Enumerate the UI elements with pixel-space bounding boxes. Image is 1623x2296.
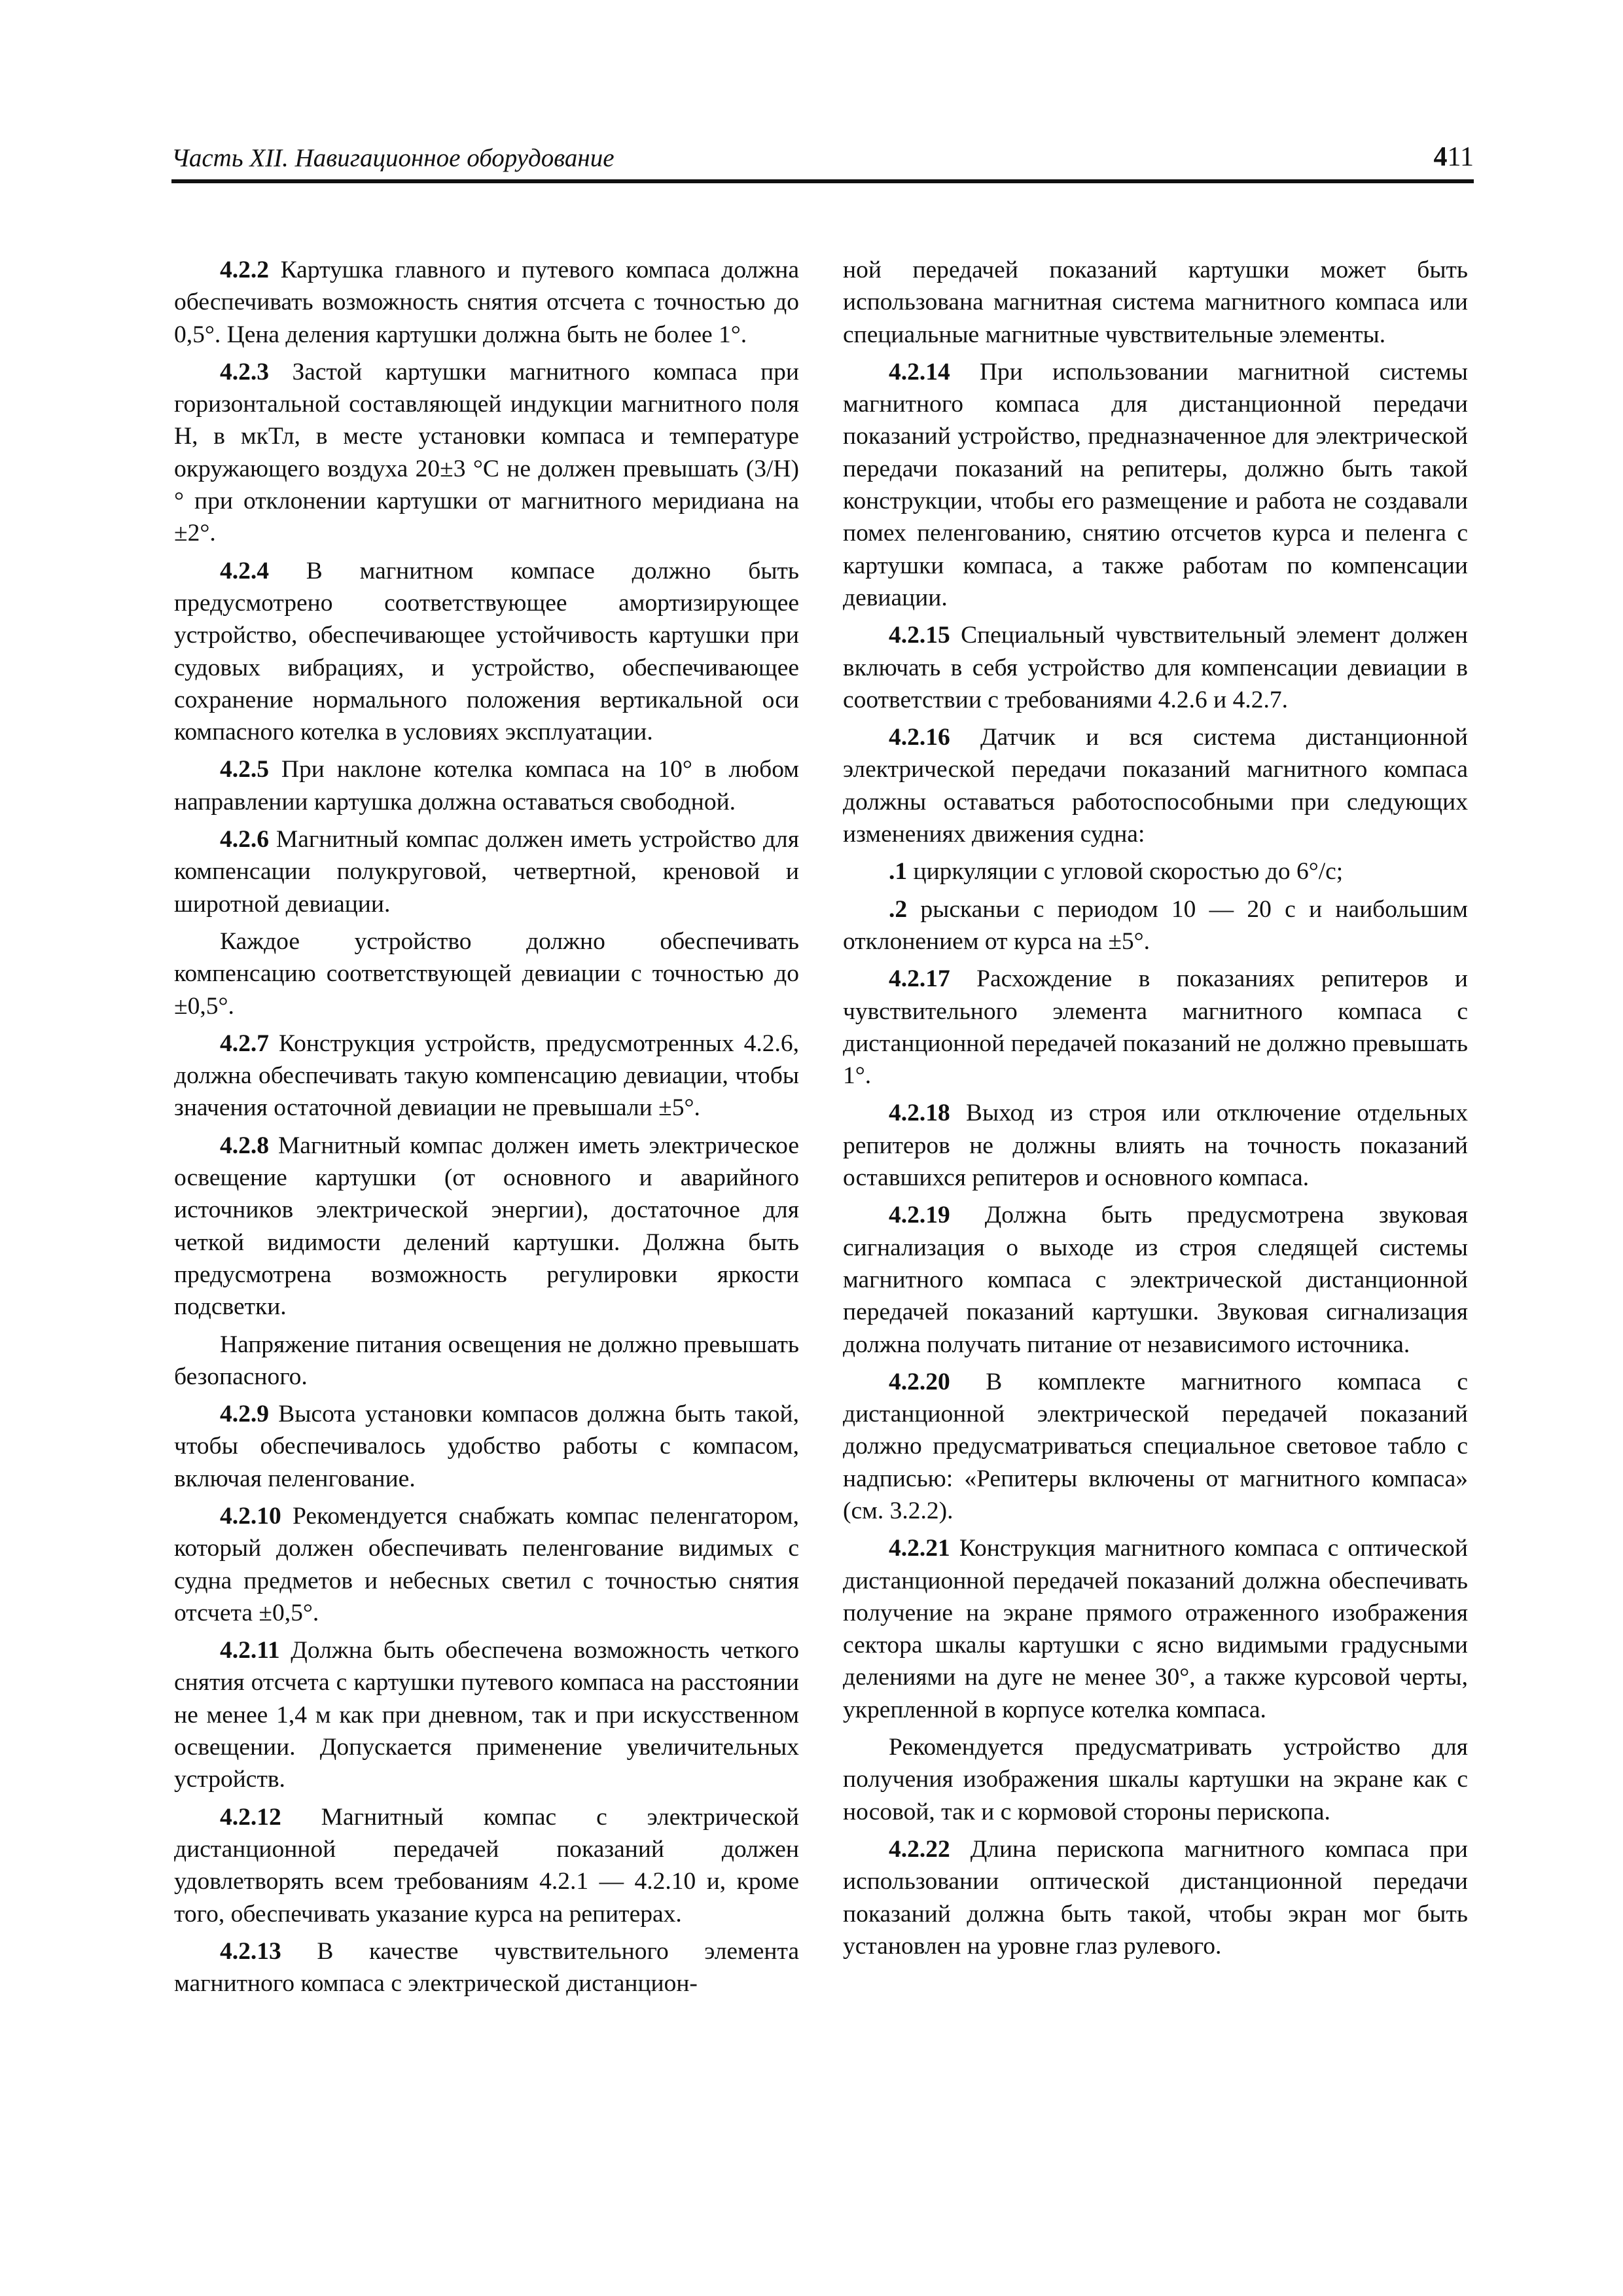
- paragraph-text: Конструкция устройств, предусмотренных 4.2.6, должна обеспечивать такую компенсацию девиации, чтобы значения остаточной девиации не превышали ±5°.: [174, 1030, 799, 1122]
- paragraph-text: Картушка главного и путевого компаса должна обеспечивать возможность снятия отсчета с точностью до 0,5°. Цена деления картушки должна быть не более 1°.: [174, 257, 799, 348]
- paragraph: [174, 1329, 799, 1393]
- paragraph: [843, 721, 1468, 850]
- paragraph-text: рысканьи с периодом 10 — 20 с и наибольшим отклонением от курса на ±5°.: [843, 895, 1468, 955]
- paragraph-text: Датчик и вся система дистанционной электрической передачи показаний магнитного компаса должны оставаться работоспособными при следующих изменениях движения судна:: [843, 724, 1468, 848]
- paragraph: [843, 1833, 1468, 1962]
- paragraph-text: Должна быть обеспечена возможность четкого снятия отсчета с картушки путевого компаса на расстоянии не менее 1,4 м как при дневном, так и при искусственном освещении. Допускается применение увеличительных устройств.: [174, 1637, 799, 1793]
- paragraph: [843, 1532, 1468, 1726]
- clause-number: 4.2.8: [220, 1132, 269, 1159]
- page-number: [1434, 141, 1474, 173]
- paragraph-text: Выход из строя или отключение отдельных репитеров не должны влиять на точность показаний оставшихся репитеров и основного компаса.: [843, 1100, 1468, 1192]
- clause-number: 4.2.6: [220, 826, 269, 853]
- page-number-rest: 11: [1447, 142, 1474, 172]
- clause-number: 4.2.3: [220, 358, 269, 386]
- paragraph: [843, 1731, 1468, 1828]
- paragraph: [174, 1398, 799, 1495]
- paragraph-text: ной передачей показаний картушки может быть использована магнитная система магнитного компаса или специальные магнитные чувствительные элементы.: [843, 257, 1468, 348]
- clause-number: 4.2.19: [889, 1202, 950, 1229]
- paragraph: [174, 753, 799, 818]
- paragraph-text: Магнитный компас с электрической дистанционной передачей показаний должен удовлетворять всем требованиям 4.2.1 — 4.2.10 и, кроме того, обеспечивать указание курса на репитерах.: [174, 1803, 799, 1928]
- paragraph: [174, 356, 799, 550]
- paragraph-text: Расхождение в показаниях репитеров и чувствительного элемента магнитного компаса с дистанционной передачей показаний не должно превышать 1°.: [843, 965, 1468, 1090]
- clause-number: 4.2.5: [220, 756, 269, 783]
- clause-number: 4.2.18: [889, 1100, 950, 1127]
- clause-number: 4.2.9: [220, 1401, 269, 1428]
- list-item: [843, 855, 1468, 888]
- paragraph-text: Каждое устройство должно обеспечивать компенсацию соответствующей девиации с точностью до ±0,5°.: [174, 927, 799, 1020]
- paragraph: [174, 1634, 799, 1795]
- clause-number: 4.2.11: [220, 1637, 280, 1664]
- paragraph-text: Магнитный компас должен иметь устройство для компенсации полукруговой, четвертной, креновой и широтной девиации.: [174, 826, 799, 918]
- paragraph-text: Напряжение питания освещения не должно превышать безопасного.: [174, 1331, 799, 1390]
- list-item-number: .1: [889, 858, 908, 886]
- clause-number: 4.2.22: [889, 1835, 950, 1863]
- clause-number: 4.2.16: [889, 724, 950, 751]
- clause-number: 4.2.15: [889, 622, 950, 649]
- clause-number: 4.2.12: [220, 1803, 281, 1831]
- paragraph-text: Магнитный компас должен иметь электрическое освещение картушки (от основного и аварийного источников электрической энергии), достаточное для четкой видимости делений картушки. Должна быть предусмотрена возможность регулировки яркости подсветки.: [174, 1132, 799, 1321]
- paragraph-text: Высота установки компасов должна быть такой, чтобы обеспечивалось удобство работы с компасом, включая пеленгование.: [174, 1401, 799, 1492]
- clause-number: 4.2.4: [220, 557, 269, 584]
- paragraph-continued: [843, 254, 1468, 351]
- clause-number: 4.2.21: [889, 1535, 950, 1562]
- paragraph-text: Застой картушки магнитного компаса при горизонтальной составляющей индукции магнитного поля H, в мкТл, в месте установки компаса и температуре окружающего воздуха 20±3 °С не должен превышать (3/H)° при отклонении картушки от магнитного меридиана на ±2°.: [174, 358, 799, 547]
- paragraph: [843, 356, 1468, 614]
- paragraph: [174, 1500, 799, 1629]
- clause-number: 4.2.17: [889, 965, 950, 993]
- paragraph-text: Конструкция магнитного компаса с оптической дистанционной передачей показаний должна обеспечивать получение на экране прямого отраженного изображения сектора шкалы картушки с ясно видимыми градусными делениями на дуге не менее 30°, а также курсовой черты, укрепленной в корпусе котелка компаса.: [843, 1535, 1468, 1723]
- clause-number: 4.2.20: [889, 1368, 950, 1395]
- section-title: Часть XII. Навигационное оборудование: [171, 144, 615, 172]
- clause-number: 4.2.10: [220, 1502, 281, 1530]
- paragraph: [843, 1097, 1468, 1194]
- paragraph-text: Рекомендуется предусматривать устройство для получения изображения шкалы картушки на экране как с носовой, так и с кормовой стороны перископа.: [843, 1734, 1468, 1825]
- paragraph: [174, 1028, 799, 1124]
- paragraph-text: В магнитном компасе должно быть предусмотрено соответствующее амортизирующее устройство, обеспечивающее устойчивость картушки при судовых вибрациях, и устройство, обеспечивающее сохранение нормального положения вертикальной оси компасного котелка в условиях эксплуатации.: [174, 557, 799, 746]
- paragraph: [174, 823, 799, 920]
- clause-number: 4.2.7: [220, 1030, 269, 1057]
- clause-number: 4.2.14: [889, 358, 950, 386]
- paragraph: [843, 1199, 1468, 1360]
- paragraph: [174, 1801, 799, 1930]
- right-column: [843, 254, 1468, 1967]
- clause-number: 4.2.2: [220, 257, 269, 283]
- paragraph-text: В качестве чувствительного элемента магнитного компаса с электрической дистанцион-: [174, 1937, 799, 1998]
- list-item: [843, 893, 1468, 958]
- paragraph: [174, 254, 799, 351]
- paragraph-text: В комплекте магнитного компаса с дистанционной электрической передачей показаний должно предусматриваться специальное световое табло с надписью: «Репитеры включены от магнитного компаса» (см. 3.2.2).: [843, 1368, 1468, 1524]
- paragraph: [843, 1366, 1468, 1527]
- paragraph-text: Длина перископа магнитного компаса при использовании оптической дистанционной передачи показаний должна быть такой, чтобы экран мог быть установлен на уровне глаз рулевого.: [843, 1835, 1468, 1960]
- running-header: [171, 137, 1474, 183]
- paragraph-text: При использовании магнитной системы магнитного компаса для дистанционной передачи показаний устройство, предназначенное для электрической передачи показаний на репитеры, должно быть такой конструкции, чтобы его размещение и работа не создавали помех пеленгованию, снятию отсчетов курса и пеленга с картушки компаса, а также работам по компенсации девиации.: [843, 358, 1468, 611]
- paragraph: [174, 555, 799, 749]
- paragraph-text: Специальный чувствительный элемент должен включать в себя устройство для компенсации девиации в соответствии с требованиями 4.2.6 и 4.2.7.: [843, 622, 1468, 713]
- paragraph-text: циркуляции с угловой скоростью до 6°/с;: [907, 858, 1344, 886]
- page-number-bold: 4: [1433, 142, 1448, 172]
- paragraph-text: Должна быть предусмотрена звуковая сигнализация о выходе из строя следящей системы магнитного компаса с электрической дистанционной передачей показаний картушки. Звуковая сигнализация должна получать питание от независимого источника.: [843, 1202, 1468, 1358]
- paragraph: [174, 1130, 799, 1323]
- list-item-number: .2: [889, 895, 908, 923]
- paragraph-text: Рекомендуется снабжать компас пеленгатором, который должен обеспечивать пеленгование видимых с судна предметов и небесных светил с точностью снятия отсчета ±0,5°.: [174, 1502, 799, 1626]
- left-column: [174, 254, 799, 2005]
- paragraph: [843, 963, 1468, 1092]
- paragraph: [174, 925, 799, 1022]
- paragraph-text: При наклоне котелка компаса на 10° в любом направлении картушка должна оставаться свободной.: [174, 756, 799, 816]
- paragraph: [843, 619, 1468, 716]
- paragraph: [174, 1935, 799, 2000]
- clause-number: 4.2.13: [220, 1937, 281, 1965]
